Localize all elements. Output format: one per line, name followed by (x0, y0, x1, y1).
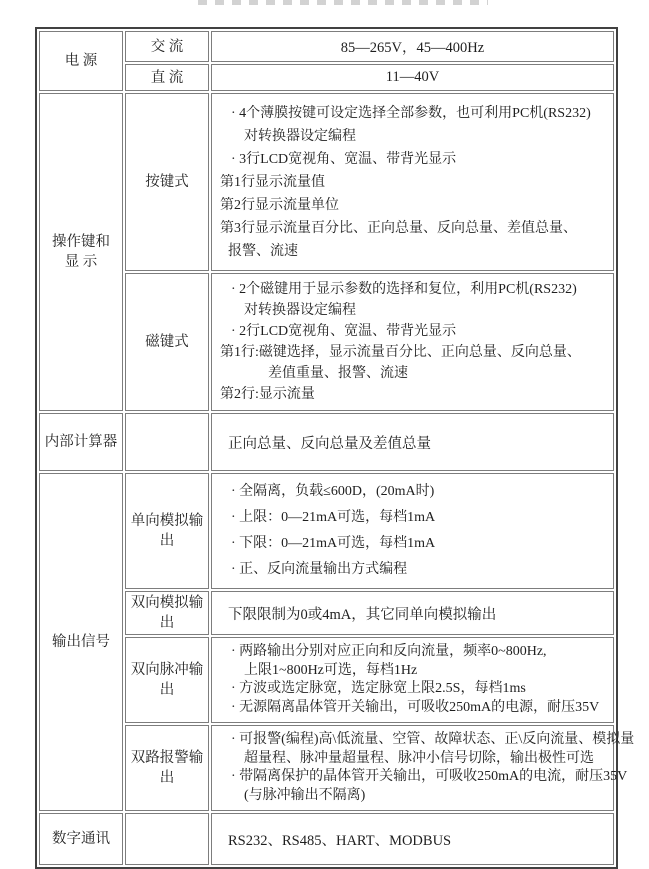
row-label-internal-calculator: 内部计算器 (39, 413, 123, 471)
subrow-label-dc: 直 流 (125, 64, 209, 91)
detail-line: · 可报警(编程)高\低流量、空管、故障状态、正\反向流量、模拟量 (231, 732, 635, 747)
row-analog-dual (39, 591, 614, 635)
group-label-controls-line1: 操作键和 (52, 234, 110, 250)
row-pulse-dual (39, 637, 614, 723)
spec-table (35, 27, 635, 869)
row-alarm-dual (39, 725, 614, 811)
group-cell-controls (39, 93, 123, 411)
detail-line: · 无源隔离晶体管开关输出，可吸收250mA的电源，耐压35V (231, 699, 600, 715)
detail-line: · 全隔离，负载≤600D，(20mA时) (231, 484, 435, 499)
subrow-label-ac: 交 流 (125, 31, 209, 62)
detail-line: 第3行显示流量百分比、正向总量、反向总量、差值总量、 (220, 220, 577, 236)
subrow-label-analog-dual: 双向模拟输出 (125, 591, 209, 635)
detail-line: · 上限：0—21mA可选，每档1mA (231, 510, 436, 525)
subrow-label-alarm-dual: 双路报警输出 (125, 725, 209, 811)
detail-line: 对转换器设定编程 (244, 303, 356, 318)
empty-cell (125, 813, 209, 865)
row-internal-calculator (39, 413, 614, 471)
value-internal-calculator: 正向总量、反向总量及差值总量 (211, 413, 614, 471)
subrow-label-button-type: 按键式 (125, 93, 209, 271)
subrow-label-pulse-dual: 双向脉冲输出 (125, 637, 209, 723)
detail-line: · 带隔离保护的晶体管开关输出，可吸收250mA的电流，耐压35V (231, 769, 628, 784)
row-button-type (39, 93, 614, 271)
details-pulse-dual (211, 637, 614, 723)
details-alarm-dual (211, 725, 635, 811)
group-label-power: 电 源 (64, 53, 98, 69)
row-analog-single (39, 473, 614, 589)
detail-line: · 方波或选定脉宽，选定脉宽上限2.5S，每档1ms (231, 681, 526, 696)
value-digital-communication: RS232、RS485、HART、MODBUS (211, 813, 614, 865)
details-analog-single (211, 473, 614, 589)
empty-cell (125, 413, 209, 471)
detail-line: · 3行LCD宽视角、宽温、带背光显示 (231, 151, 457, 167)
detail-line: · 4个薄膜按键可设定选择全部参数，也可利用PC机(RS232) (231, 105, 591, 121)
group-cell-output (39, 473, 123, 811)
group-label-controls-line2: 显 示 (64, 254, 98, 270)
row-power-ac (39, 31, 614, 62)
detail-line: 报警、流速 (228, 243, 298, 259)
detail-line: 超量程、脉冲量超量程、脉冲小信号切除，输出极性可选 (244, 750, 594, 766)
group-label-output: 输出信号 (52, 634, 110, 650)
detail-line: 差值重量、报警、流速 (268, 366, 408, 381)
detail-line: 第1行显示流量值 (220, 174, 325, 190)
detail-line: 上限1~800Hz可选，每档1Hz (244, 662, 418, 678)
subrow-label-analog-single: 单向模拟输出 (125, 473, 209, 589)
detail-line: 第2行显示流量单位 (220, 197, 339, 213)
detail-line: 第2行:显示流量 (220, 387, 315, 402)
detail-line: · 2行LCD宽视角、宽温、带背光显示 (231, 324, 457, 339)
detail-line: · 2个磁键用于显示参数的选择和复位，利用PC机(RS232) (231, 282, 577, 297)
row-label-digital-communication: 数字通讯 (39, 813, 123, 865)
detail-line: (与脉冲输出不隔离) (244, 787, 366, 803)
group-cell-power (39, 31, 123, 91)
detail-line: · 两路输出分别对应正向和反向流量，频率0~800Hz, (231, 644, 547, 659)
details-magnetic-type (211, 273, 614, 411)
value-ac: 85—265V，45—400Hz (211, 31, 614, 62)
detail-line: 第1行:磁键选择，显示流量百分比、正向总量、反向总量、 (220, 345, 581, 360)
cropped-title-remnant (198, 0, 488, 5)
value-analog-dual: 下限限制为0或4mA，其它同单向模拟输出 (211, 591, 614, 635)
row-power-dc (39, 64, 614, 91)
subrow-label-magnetic-type: 磁键式 (125, 273, 209, 411)
details-button-type (211, 93, 614, 271)
value-dc: 11—40V (211, 64, 614, 91)
row-magnetic-type (39, 273, 614, 411)
detail-line: · 下限：0—21mA可选，每档1mA (231, 536, 436, 551)
row-digital-communication (39, 813, 614, 865)
detail-line: 对转换器设定编程 (244, 128, 356, 144)
detail-line: · 正、反向流量输出方式编程 (231, 562, 408, 577)
